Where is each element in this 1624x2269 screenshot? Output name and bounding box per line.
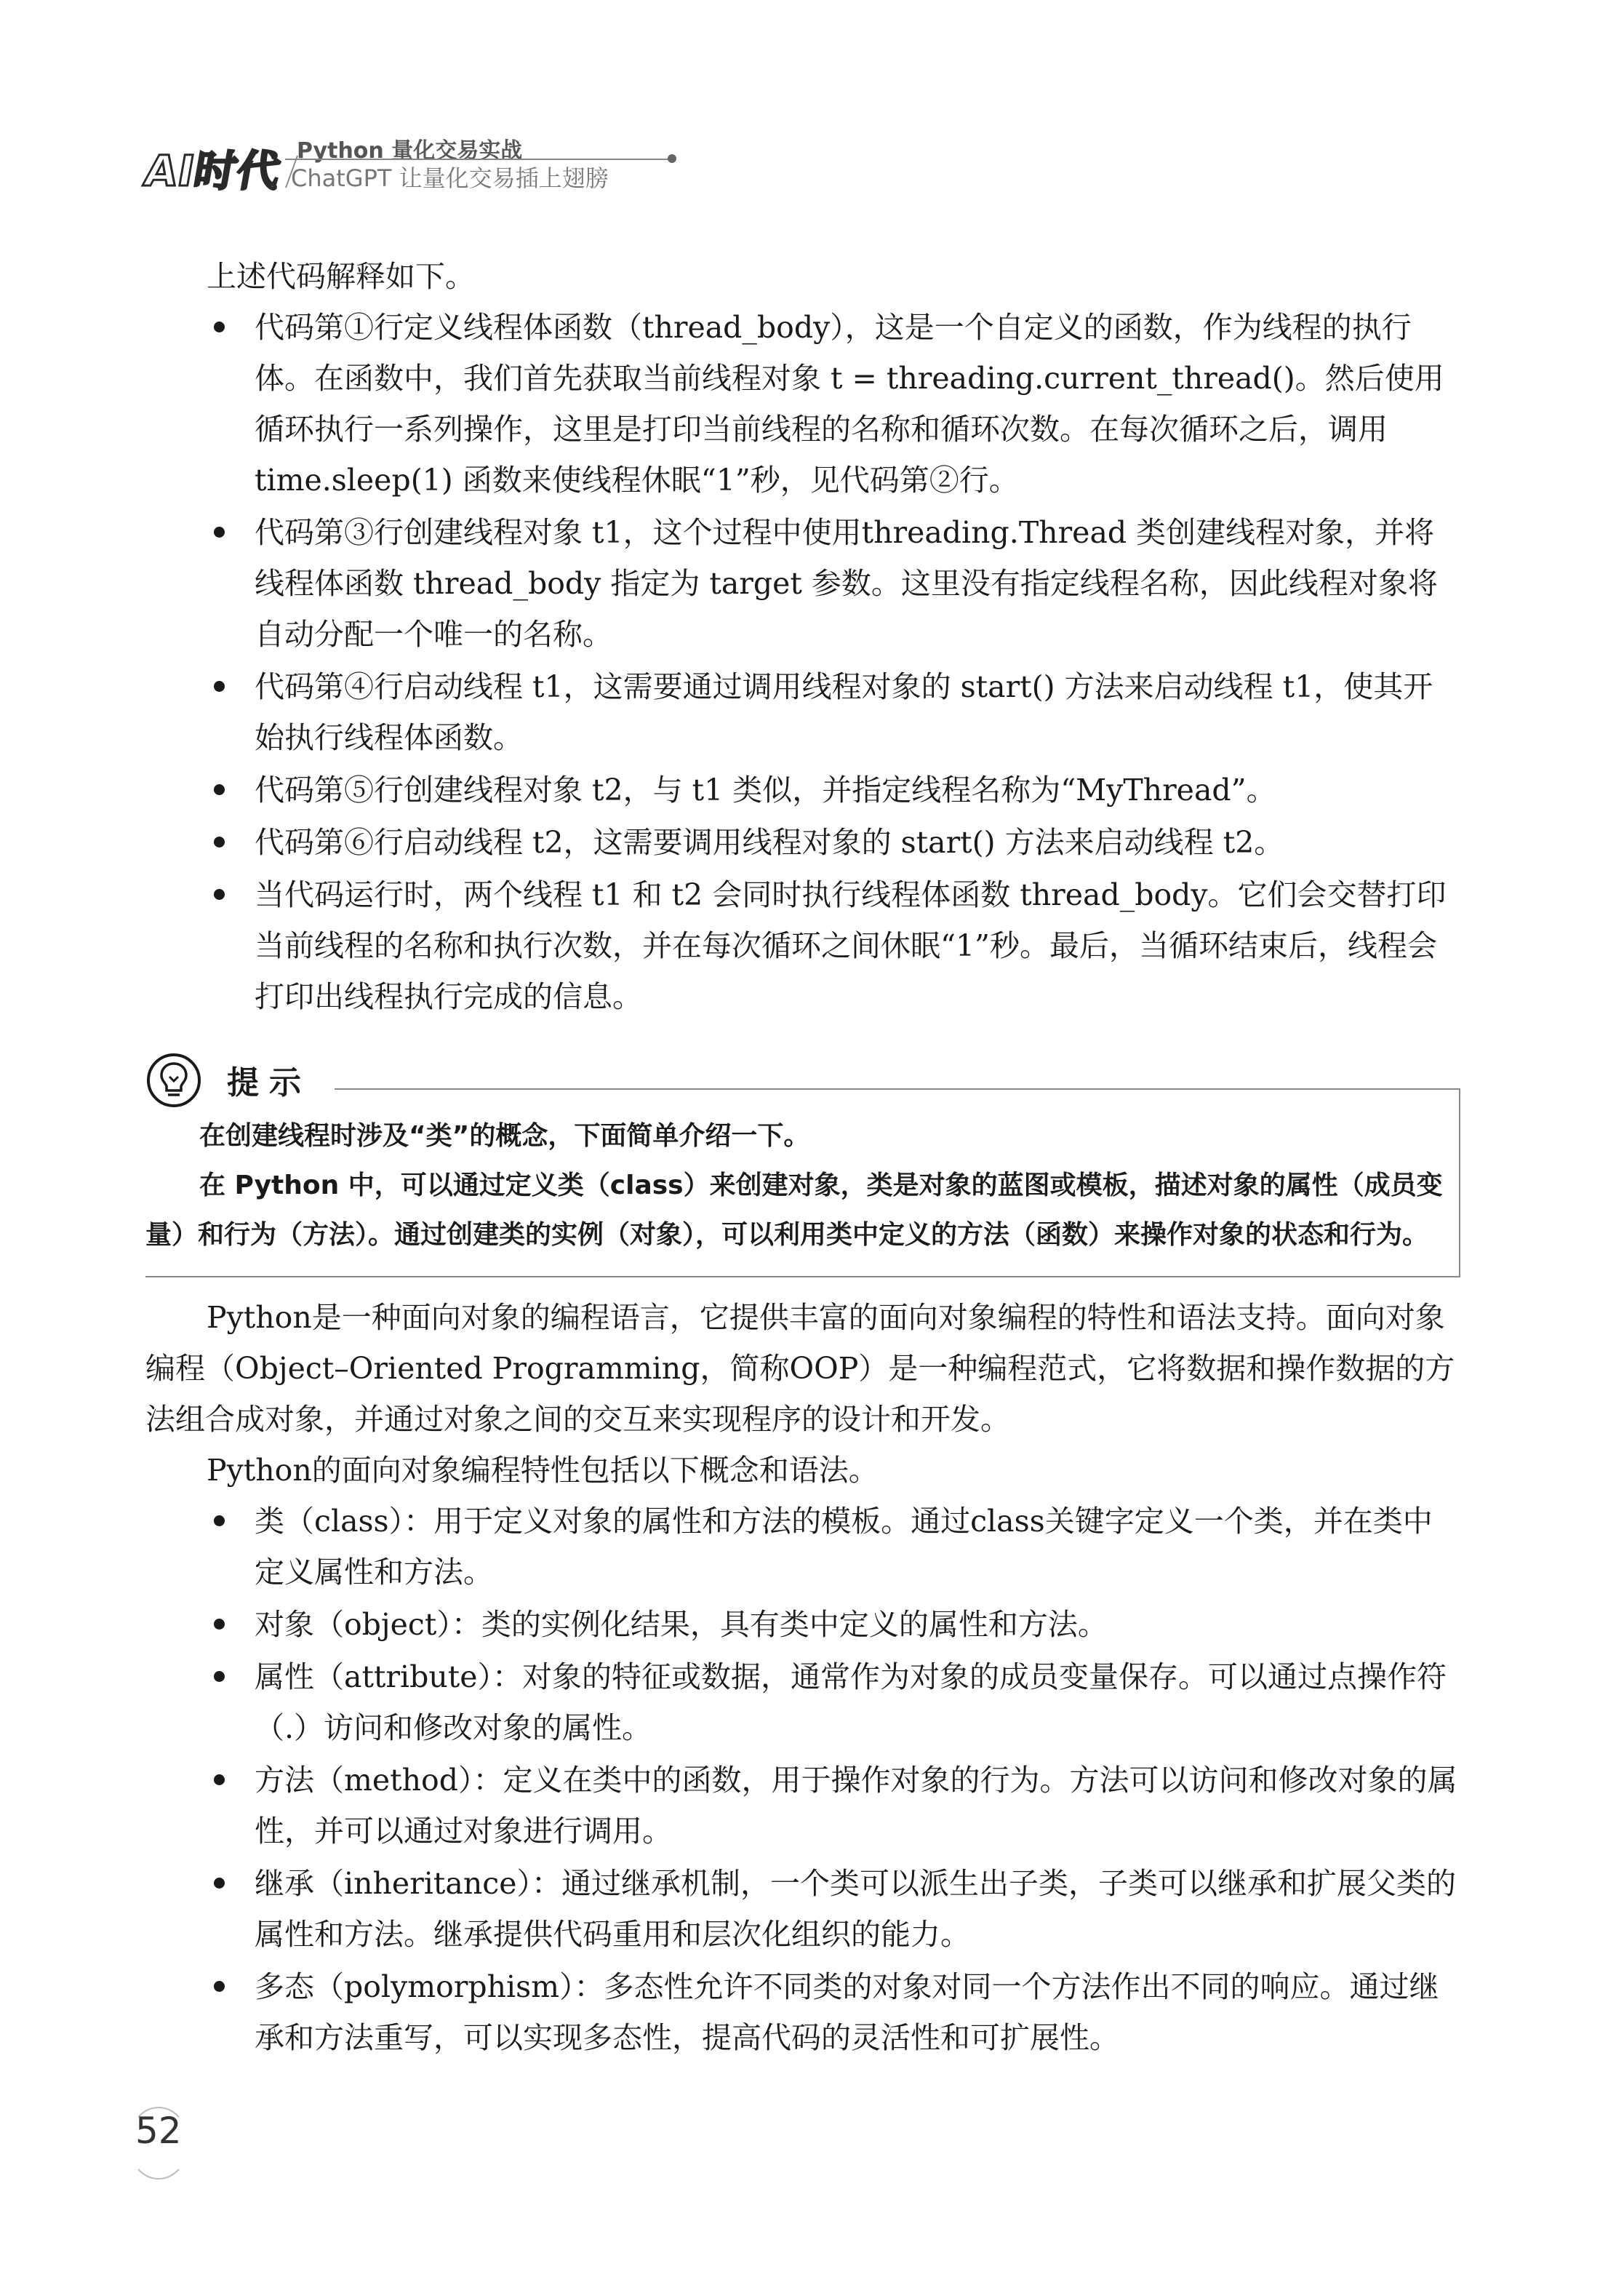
explanation-list	[145, 302, 1459, 1022]
header-dot	[668, 154, 676, 163]
tip-title: 提示	[227, 1064, 311, 1101]
tip-right-border	[1459, 1088, 1460, 1276]
tip-box	[145, 1045, 1459, 1279]
tip-line: 在 Python 中，可以通过定义类（class）来创建对象，类是对象的蓝图或模板，描述对象的属性（成员变量）和行为（方法）。通过创建类的实例（对象），可以利用类中定义的方法（函数）来操作对象的状态和行为。	[145, 1171, 1443, 1250]
oop-section	[145, 1292, 1459, 2065]
series-subtitle: ChatGPT 让量化交易插上翅膀	[291, 164, 609, 192]
list-item: 代码第④行启动线程 t1，这需要通过调用线程对象的 start() 方法来启动线程 t1，使其开始执行线程体函数。	[145, 661, 1459, 763]
oop-paragraph: Python是一种面向对象的编程语言，它提供丰富的面向对象编程的特性和语法支持。面向对象编程（Object–Oriented Programming，简称OOP）是一种编程范式，它将数据和操作数据的方法组合成对象，并通过对象之间的交互来实现程序的设计和开发。	[145, 1300, 1455, 1437]
series-title: Python 量化交易实战	[297, 138, 523, 164]
list-item: 对象（object）：类的实例化结果，具有类中定义的属性和方法。	[145, 1599, 1459, 1650]
list-item: 多态（polymorphism）：多态性允许不同类的对象对同一个方法作出不同的响应。通过继承和方法重写，可以实现多态性，提高代码的灵活性和可扩展性。	[145, 1961, 1459, 2063]
list-item: 代码第③行创建线程对象 t1，这个过程中使用threading.Thread 类创建线程对象，并将线程体函数 thread_body 指定为 target 参数。这里没有指定线程名称，因此线程对象将自动分配一个唯一的名称。	[145, 507, 1459, 660]
list-item: 代码第⑤行创建线程对象 t2，与 t1 类似，并指定线程名称为“MyThread”。	[145, 765, 1459, 816]
list-item: 方法（method）：定义在类中的函数，用于操作对象的行为。方法可以访问和修改对象的属性，并可以通过对象进行调用。	[145, 1755, 1459, 1857]
tip-top-border	[335, 1088, 1460, 1090]
tip-content	[145, 1112, 1447, 1260]
running-header	[140, 116, 655, 196]
oop-concepts-list	[145, 1496, 1459, 2063]
list-item: 代码第①行定义线程体函数（thread_body），这是一个自定义的函数，作为线程的执行体。在函数中，我们首先获取当前线程对象 t = threading.current_thread()。然后使用循环执行一系列操作，这里是打印当前线程的名称和循环次数。在每次循环之后，调用 time.sleep(1) 函数来使线程休眠“1”秒，见代码第②行。	[145, 302, 1459, 506]
list-item: 代码第⑥行启动线程 t2，这需要调用线程对象的 start() 方法来启动线程 t2。	[145, 817, 1459, 868]
list-item: 属性（attribute）：对象的特征或数据，通常作为对象的成员变量保存。可以通过点操作符（.）访问和修改对象的属性。	[145, 1651, 1459, 1753]
tip-line: 在创建线程时涉及“类”的概念，下面简单介绍一下。	[199, 1121, 810, 1151]
code-explanation-section	[145, 251, 1459, 1024]
series-logo: AI时代	[140, 146, 285, 196]
section-intro: 上述代码解释如下。	[207, 259, 475, 294]
lightbulb-icon	[145, 1052, 202, 1109]
page-number: 52	[135, 2110, 182, 2152]
list-item: 继承（inheritance）：通过继承机制，一个类可以派生出子类，子类可以继承和扩展父类的属性和方法。继承提供代码重用和层次化组织的能力。	[145, 1858, 1459, 1960]
tip-bottom-border	[145, 1276, 1460, 1277]
oop-paragraph: Python的面向对象编程特性包括以下概念和语法。	[207, 1453, 879, 1488]
list-item: 类（class）：用于定义对象的属性和方法的模板。通过class关键字定义一个类，并在类中定义属性和方法。	[145, 1496, 1459, 1598]
list-item: 当代码运行时，两个线程 t1 和 t2 会同时执行线程体函数 thread_body。它们会交替打印当前线程的名称和执行次数，并在每次循环之间休眠“1”秒。最后，当循环结束后，线程会打印出线程执行完成的信息。	[145, 869, 1459, 1022]
